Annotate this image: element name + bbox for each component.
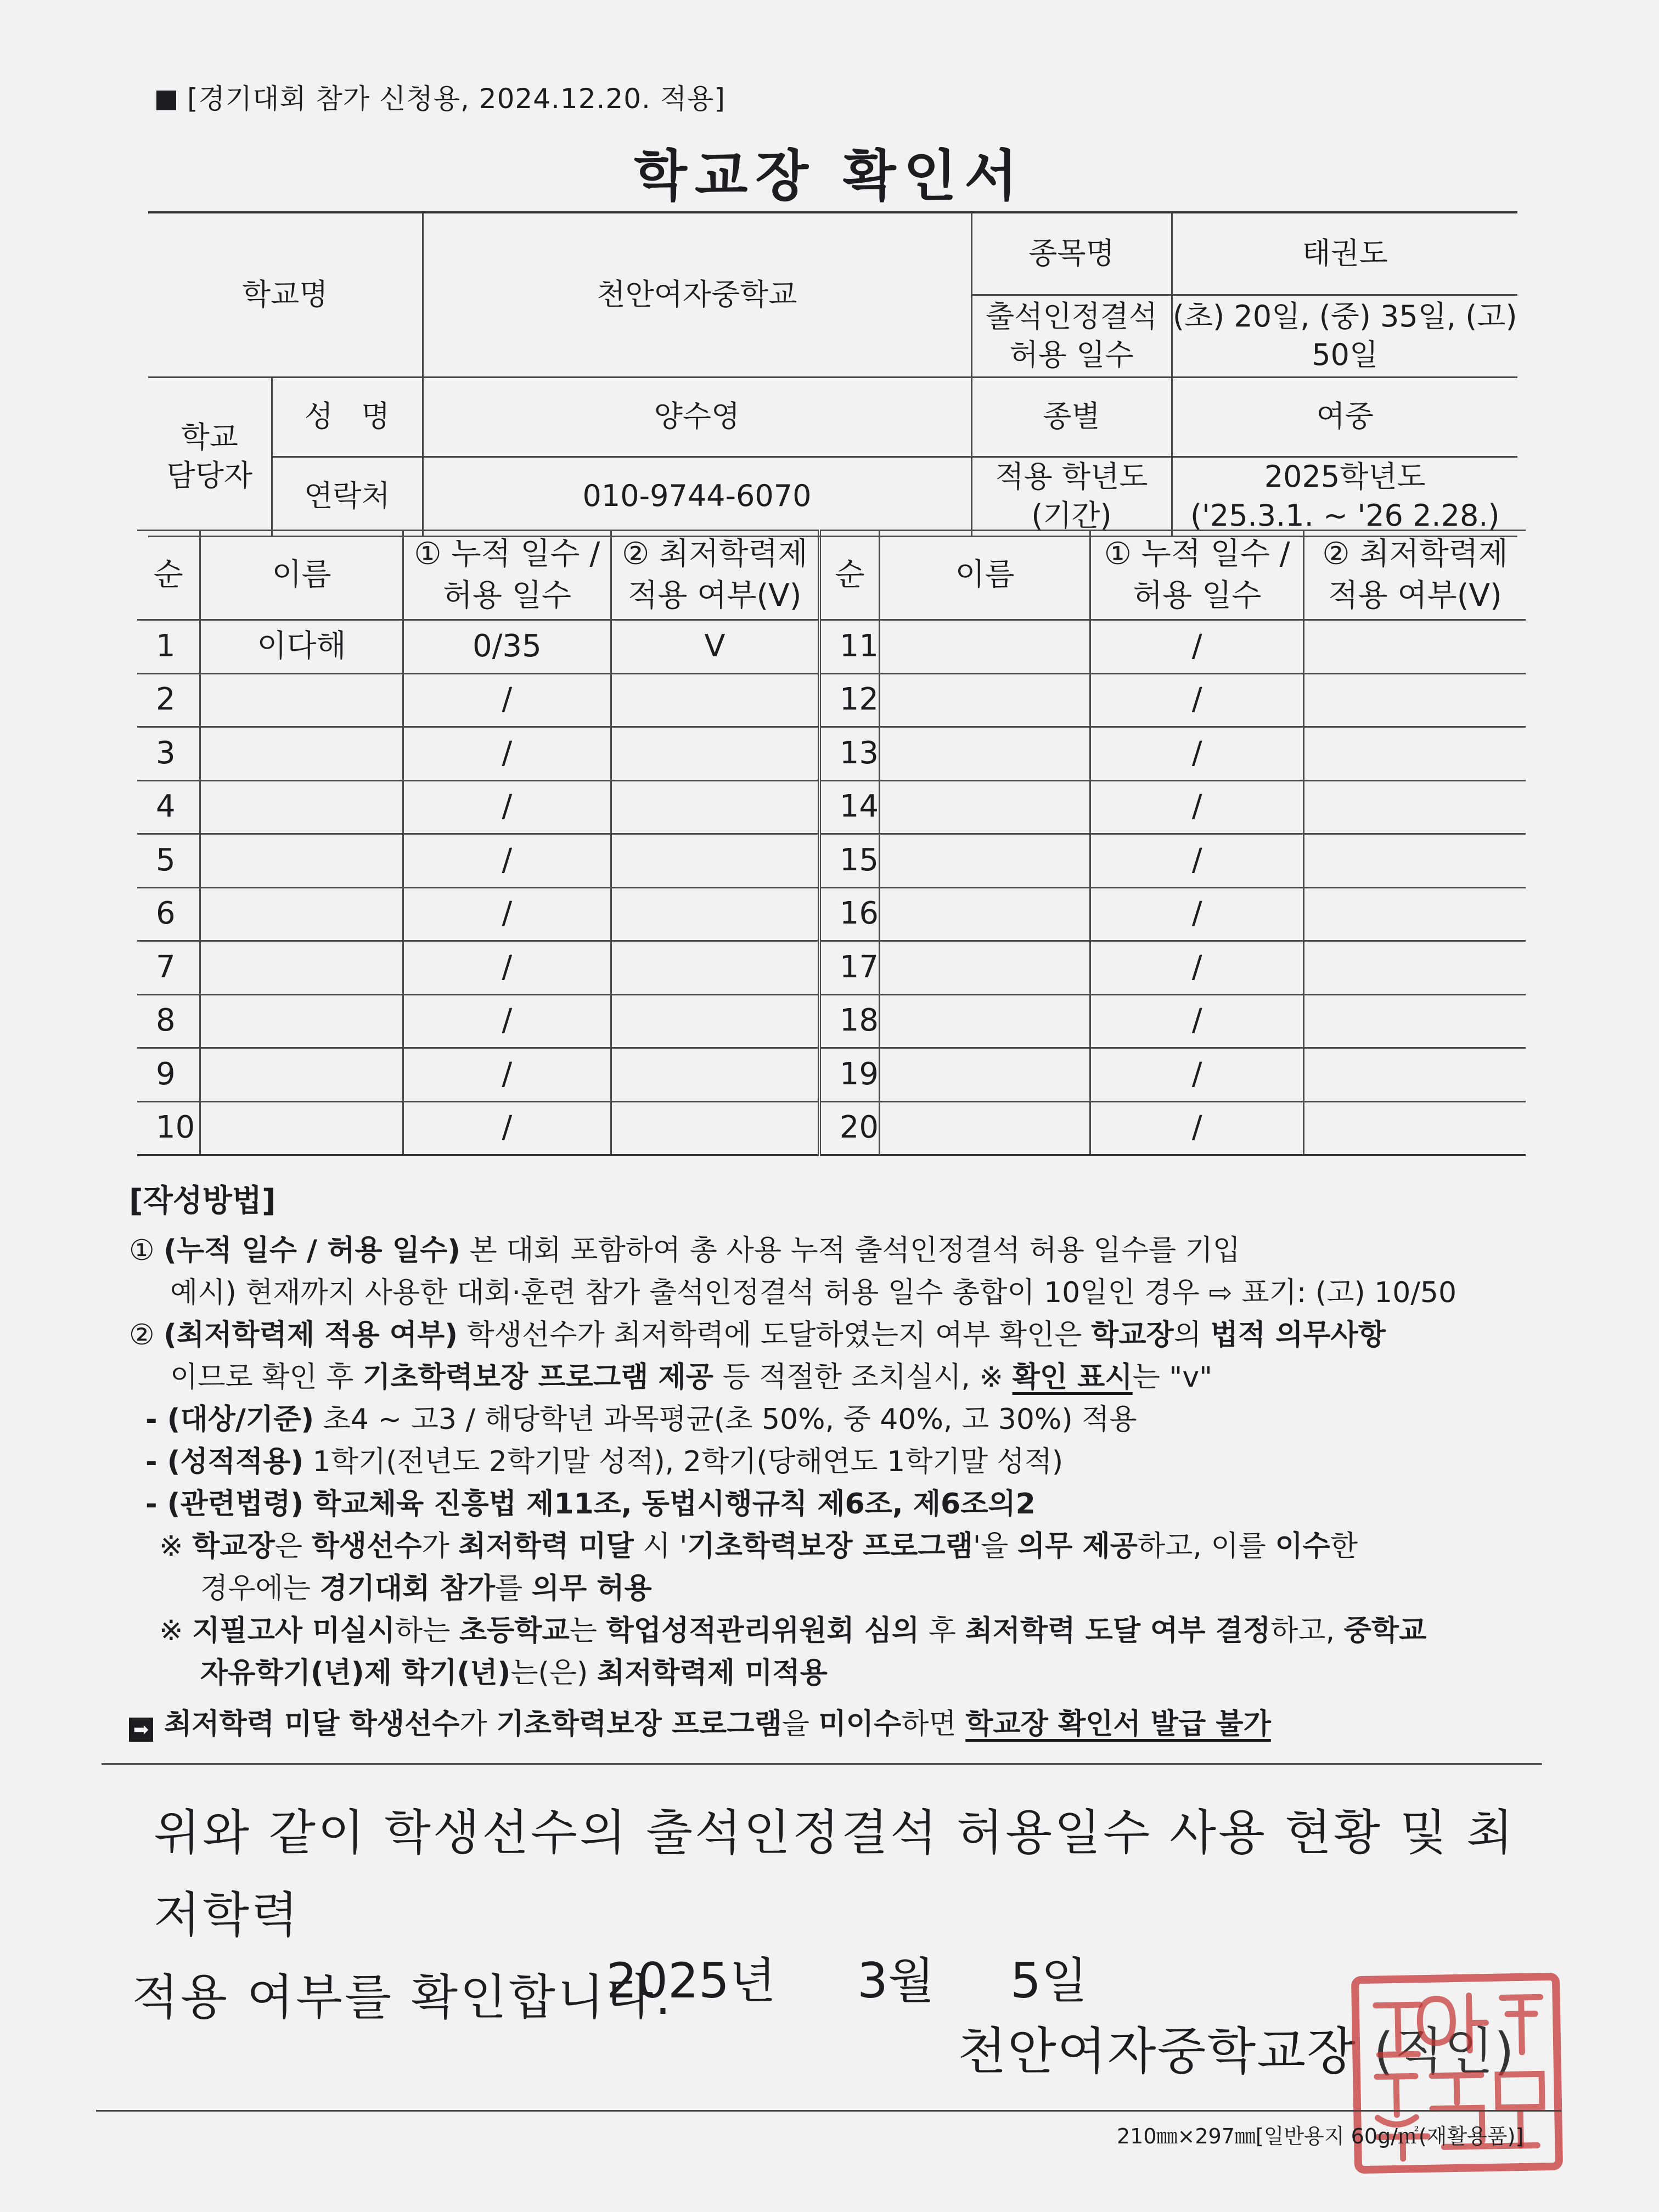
accumulated-days-left: / — [403, 834, 611, 888]
phone-label: 연락처 — [304, 479, 390, 514]
min-academic-check-right — [1304, 673, 1526, 727]
row-number-left: 1 — [137, 620, 200, 674]
row-number-left: 10 — [137, 1101, 200, 1155]
school-value-cell — [423, 212, 971, 377]
row-number-left: 5 — [137, 834, 200, 888]
row-number-right: 16 — [819, 887, 880, 941]
min-academic-check-left — [611, 1101, 819, 1155]
allowed-days-value: (초) 20일, (중) 35일, (고) 50일 — [1172, 299, 1517, 372]
year-value-cell — [1172, 457, 1517, 536]
instruction-2-cont: 이므로 확인 후 기초학력보장 프로그램 제공 등 적절한 조치실시, ※ 확인 표시는 "v" — [170, 1361, 1213, 1394]
instruction-2: ② (최저학력제 적용 여부) 학생선수가 최저학력에 도달하였는지 여부 확인은 학교장의 법적 의무사항 — [129, 1319, 1386, 1352]
name-value-cell — [423, 377, 971, 457]
sport-value: 태권도 — [1302, 236, 1388, 271]
accumulated-days-left: / — [403, 1048, 611, 1102]
table-row — [137, 941, 1526, 995]
year-label-1: 적용 학년도 — [995, 459, 1148, 494]
year-label-cell — [971, 457, 1172, 536]
accumulated-days-right: / — [1090, 673, 1304, 727]
contact-label-2: 담당자 — [166, 458, 252, 493]
phone-value-cell — [423, 457, 971, 536]
student-name-right — [880, 941, 1090, 995]
student-name-left — [200, 834, 403, 888]
min-academic-check-left — [611, 994, 819, 1048]
row-number-right: 17 — [819, 941, 880, 995]
confirmation-line-2: 적용 여부를 확인합니다. — [132, 1969, 673, 2025]
row-number-right: 14 — [819, 780, 880, 834]
min-academic-check-left — [611, 834, 819, 888]
row-number-left: 7 — [137, 941, 200, 995]
student-name-left — [200, 727, 403, 781]
row-number-left: 2 — [137, 673, 200, 727]
min-academic-check-left — [611, 673, 819, 727]
contact-label-cell — [148, 377, 272, 536]
year-value-1: 2025학년도 — [1264, 459, 1426, 494]
school-value: 천안여자중학교 — [597, 277, 797, 312]
accumulated-days-right: / — [1090, 620, 1304, 674]
min-academic-check-right — [1304, 887, 1526, 941]
detail-laws: - (관련법령) 학교체육 진흥법 제11조, 동법시행규칙 제6조, 제6조의2 — [145, 1488, 1036, 1521]
note-2-cont: 자유학기(년)제 학기(년)는(은) 최저학력제 미적용 — [200, 1657, 828, 1690]
school-label-cell — [148, 212, 423, 377]
row-number-left: 6 — [137, 887, 200, 941]
row-number-right: 12 — [819, 673, 880, 727]
student-name-right — [880, 620, 1090, 674]
accumulated-days-right: / — [1090, 1048, 1304, 1102]
category-value: 여중 — [1316, 399, 1374, 434]
accumulated-days-left: / — [403, 780, 611, 834]
confirmation-line-1: 위와 같이 학생선수의 출석인정결석 허용일수 사용 현황 및 최저학력 — [154, 1804, 1515, 1943]
accumulated-days-left: / — [403, 727, 611, 781]
accumulated-days-right: / — [1090, 780, 1304, 834]
principal-name: 천안여자중학교장 — [958, 2022, 1357, 2081]
header-name-left: 이름 — [200, 531, 403, 620]
student-name-right — [880, 727, 1090, 781]
usage-note — [156, 77, 726, 116]
student-name-left — [200, 994, 403, 1048]
category-value-cell — [1172, 377, 1517, 457]
student-name-left: 이다해 — [200, 620, 403, 674]
name-label-cell — [272, 377, 423, 457]
student-name-left — [200, 673, 403, 727]
row-number-left: 3 — [137, 727, 200, 781]
min-academic-check-left: V — [611, 620, 819, 674]
school-label: 학교명 — [242, 277, 328, 312]
min-academic-check-right — [1304, 834, 1526, 888]
student-name-left — [200, 780, 403, 834]
date-month: 3월 — [857, 1952, 935, 2009]
contact-label-1: 학교 — [181, 419, 238, 454]
accumulated-days-right: / — [1090, 834, 1304, 888]
row-number-right: 13 — [819, 727, 880, 781]
row-number-right: 15 — [819, 834, 880, 888]
header-min-right: ② 최저학력제 적용 여부(V) — [1304, 531, 1526, 620]
accumulated-days-right: / — [1090, 887, 1304, 941]
allowed-days-label-1: 출석인정결석 — [986, 299, 1157, 334]
accumulated-days-left: / — [403, 673, 611, 727]
info-table — [148, 211, 1517, 537]
min-academic-check-right — [1304, 941, 1526, 995]
note-1: ※ 학교장은 학생선수가 최저학력 미달 시 '기초학력보장 프로그램'을 의무 제공하고, 이를 이수한 — [159, 1530, 1358, 1563]
table-row — [137, 834, 1526, 888]
student-name-right — [880, 1101, 1090, 1155]
row-number-right: 11 — [819, 620, 880, 674]
min-academic-check-left — [611, 887, 819, 941]
student-name-right — [880, 994, 1090, 1048]
category-label: 종별 — [1043, 399, 1100, 434]
header-name-right: 이름 — [880, 531, 1090, 620]
row-number-left: 4 — [137, 780, 200, 834]
sport-value-cell — [1172, 212, 1517, 295]
min-academic-check-right — [1304, 994, 1526, 1048]
accumulated-days-right: / — [1090, 727, 1304, 781]
table-row — [137, 620, 1526, 674]
document-title: 학교장 확인서 — [634, 144, 1025, 208]
min-academic-check-right — [1304, 780, 1526, 834]
student-name-right — [880, 834, 1090, 888]
instructions-heading: [작성방법] — [129, 1183, 276, 1219]
year-label-2: (기간) — [1031, 498, 1112, 533]
table-row — [137, 727, 1526, 781]
phone-label-cell — [272, 457, 423, 536]
accumulated-days-right: / — [1090, 994, 1304, 1048]
header-min-left: ② 최저학력제 적용 여부(V) — [611, 531, 819, 620]
instruction-1-example: 예시) 현재까지 사용한 대회·훈련 참가 출석인정결석 허용 일수 총합이 10일인 경우 ⇨ 표기: (고) 10/50 — [170, 1276, 1457, 1309]
allowed-days-label-cell — [971, 295, 1172, 377]
student-name-right — [880, 887, 1090, 941]
min-academic-check-right — [1304, 1048, 1526, 1102]
sport-label: 종목명 — [1028, 236, 1115, 271]
table-row — [137, 780, 1526, 834]
note-2: ※ 지필고사 미실시하는 초등학교는 학업성적관리위원회 심의 후 최저학력 도달 여부 결정하고, 중학교 — [159, 1614, 1427, 1647]
student-name-left — [200, 941, 403, 995]
accumulated-days-right: / — [1090, 1101, 1304, 1155]
student-name-right — [880, 780, 1090, 834]
phone-value: 010-9744-6070 — [582, 479, 812, 514]
header-no-left: 순 — [137, 531, 200, 620]
accumulated-days-right: / — [1090, 941, 1304, 995]
accumulated-days-left: / — [403, 1101, 611, 1155]
min-academic-check-right — [1304, 727, 1526, 781]
name-value: 양수영 — [654, 399, 740, 434]
row-number-left: 8 — [137, 994, 200, 1048]
date-year: 2025년 — [606, 1952, 776, 2009]
table-row — [137, 1048, 1526, 1102]
row-number-right: 19 — [819, 1048, 880, 1102]
header-no-right: 순 — [819, 531, 880, 620]
section-divider — [102, 1763, 1542, 1765]
accumulated-days-left: 0/35 — [403, 620, 611, 674]
note-1-cont: 경우에는 경기대회 참가를 의무 허용 — [200, 1572, 652, 1605]
student-name-left — [200, 1048, 403, 1102]
sport-label-cell — [971, 212, 1172, 295]
row-number-right: 18 — [819, 994, 880, 1048]
instructions-section — [129, 1180, 1539, 1746]
roster-header-row — [137, 531, 1526, 620]
min-academic-check-right — [1304, 1101, 1526, 1155]
category-label-cell — [971, 377, 1172, 457]
name-label: 성 명 — [304, 399, 390, 434]
min-academic-check-left — [611, 727, 819, 781]
seal-tag: (직인) — [1374, 2022, 1515, 2081]
footer-divider — [96, 2110, 1561, 2112]
row-number-right: 20 — [819, 1101, 880, 1155]
min-academic-check-left — [611, 1048, 819, 1102]
accumulated-days-left: / — [403, 887, 611, 941]
min-academic-check-right — [1304, 620, 1526, 674]
table-row — [137, 673, 1526, 727]
instruction-1: ① (누적 일수 / 허용 일수) 본 대회 포함하여 총 사용 누적 출석인정결석 허용 일수를 기입 — [129, 1234, 1241, 1267]
detail-target: - (대상/기준) 초4 ~ 고3 / 해당학년 과목평균(초 50%, 중 40%, 고 30%) 적용 — [145, 1403, 1137, 1436]
allowed-days-value-cell — [1172, 295, 1517, 377]
student-name-right — [880, 1048, 1090, 1102]
issue-date — [606, 1943, 1088, 2012]
student-name-right — [880, 673, 1090, 727]
table-row — [137, 994, 1526, 1048]
detail-grades: - (성적적용) 1학기(전년도 2학기말 성적), 2학기(당해연도 1학기말 성적) — [145, 1445, 1064, 1478]
final-warning: ➡ 최저학력 미달 학생선수가 기초학력보장 프로그램을 미이수하면 학교장 확인서 발급 불가 — [129, 1703, 1539, 1746]
header-days-right: ① 누적 일수 / 허용 일수 — [1090, 531, 1304, 620]
usage-note-text: [경기대회 참가 신청용, 2024.12.20. 적용] — [187, 83, 726, 115]
accumulated-days-left: / — [403, 941, 611, 995]
header-days-left: ① 누적 일수 / 허용 일수 — [403, 531, 611, 620]
year-value-2: ('25.3.1. ~ '26 2.28.) — [1190, 498, 1500, 533]
allowed-days-label-2: 허용 일수 — [1009, 337, 1134, 372]
paper-spec: 210㎜×297㎜[일반용지 60g/㎡(재활용품)] — [1117, 2124, 1524, 2148]
accumulated-days-left: / — [403, 994, 611, 1048]
date-day: 5일 — [1010, 1952, 1088, 2009]
min-academic-check-left — [611, 941, 819, 995]
row-number-left: 9 — [137, 1048, 200, 1102]
arrow-box-icon: ➡ — [129, 1718, 153, 1742]
roster-table — [137, 530, 1526, 1156]
table-row — [137, 1101, 1526, 1155]
student-name-left — [200, 1101, 403, 1155]
square-bullet-icon — [156, 91, 176, 110]
min-academic-check-left — [611, 780, 819, 834]
student-name-left — [200, 887, 403, 941]
table-row — [137, 887, 1526, 941]
